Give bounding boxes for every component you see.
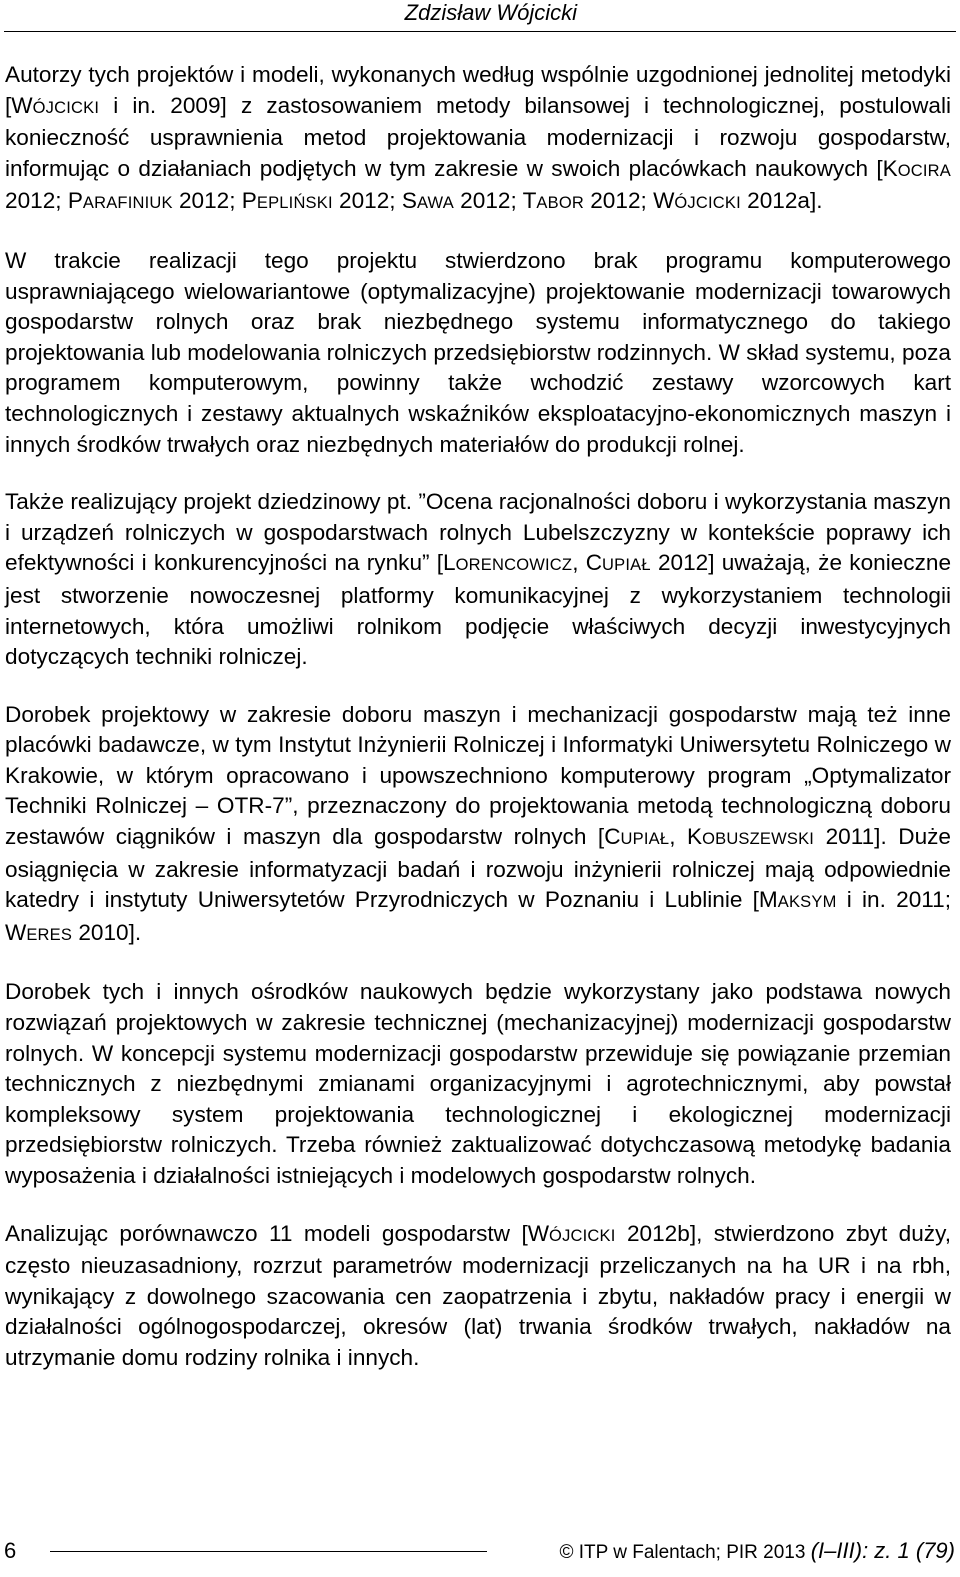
text: 2012a]. [740,188,823,214]
author-name: EPLIŃSKI [256,194,333,213]
author-name: ORENCOWICZ [455,556,573,575]
text: 2012; S [332,188,417,214]
author-name: ÓJCICKI [674,194,741,213]
author-name: AKSYM [777,893,837,912]
text: 2012b], stwierdzono zbyt duży, często nieuzasadniony, rozrzut parametrów modernizacji przeliczanych na ha UR i na rbh, wynikający z dowolnego szacowania cen zaopatrzenia i zbytu, nakładów pracy i energii w działalności ogólnogospodarczej, okresów (lat) trwania środków trwałych, nakładów na utrzymanie domu rodziny rolnika i innych. [5,1220,952,1370]
paragraph-2 [5,246,951,460]
author-name: UPIAŁ [602,556,651,575]
footer-rule [50,1551,487,1552]
text: Dorobek tych i innych ośrodków naukowych będzie wykorzystany jako podstawa nowych rozwiązań projektowych w zakresie technicznej (mechanizacyjnej) modernizacji gospodarstw rolnych. W koncepcji systemu modernizacji gospodarstw przewiduje się powiązanie przemian technicznych z niezbędnymi zmianami organizacyjnymi i agrotechnicznymi, aby powstał kompleksowy system projektowania technologicznej i ekologicznej modernizacji przedsiębiorstw rolniczych. Trzeba również zaktualizować dotychczasową metodykę badania wyposażenia i działalności istniejących i modelowych gospodarstw rolnych. [5,979,951,1188]
author-name: ERES [26,925,73,944]
paragraph-6 [5,1219,951,1374]
text: Autorzy tych projektów i modeli, wykonanych według wspólnie uzgodnionej jednolitej metodyki [W [5,62,951,118]
author-name: ABOR [536,194,584,213]
author-name: ÓJCICKI [549,1226,616,1245]
text: i in. 2011; W [5,887,951,945]
running-header-author: Zdzisław Wójcicki [404,0,577,25]
author-name: AWA [416,194,454,213]
header-rule [4,31,956,32]
author-name: OCIRA [897,161,951,180]
paragraph-1 [5,60,951,219]
paragraph-4 [5,700,951,951]
text: , K [669,824,703,850]
footer-citation [559,1538,955,1566]
text: i in. 2009] z zastosowaniem metody bilansowej i technologicznej, postulowali konieczność usprawnienia metod projektowania modernizacji i rozwoju gospodarstw, informując o działaniach podjętych w tym zakresie w swoich placówkach naukowych [K [5,92,951,181]
author-name: ARAFINIUK [82,194,173,213]
copyright-text: © ITP w Falentach; PIR 2013 [559,1542,811,1563]
paragraph-3 [5,487,951,673]
text: 2012; P [5,188,83,214]
text: 2012; P [172,188,257,214]
page-number: 6 [4,1538,17,1563]
issue-number: (I–III): z. 1 (79) [810,1538,955,1563]
author-name: UPIAŁ [620,830,670,849]
text: 2012] uważają, że konieczne jest stworzenie nowoczesnej platformy komunikacyjnej z wykorzystaniem technologii internetowych, która umożliwi rolnikom podjęcie właściwych decyzji inwestycyjnych dotyczących techniki rolniczej. [5,550,952,670]
text: , C [572,550,603,576]
text: 2012; T [453,188,537,214]
text: W trakcie realizacji tego projektu stwierdzono brak programu komputerowego usprawniającego wielowariantowe (optymalizacyjne) projektowanie modernizacji towarowych gospodarstw rolnych oraz brak niezbędnego systemu informatycznego do takiego projektowania lub modelowania rolniczych przedsiębiorstw rodzinnych. W skład systemu, poza programem komputerowym, powinny także wchodzić zestawy wzorcowych kart technologicznych i zestawy aktualnych wskaźników eksploatacyjno-ekonomicznych maszyn i innych środków trwałych oraz niezbędnych materiałów do produkcji rolnej. [5,247,951,457]
body-text [5,60,951,1401]
text: Także realizujący projekt dziedzinowy pt. ”Ocena racjonalności doboru i wykorzystania maszyn i urządzeń rolniczych w gospodarstwach rolnych Lubelszczyzny w kontekście poprawy ich efektywności i konkurencyjności na rynku” [L [5,489,951,576]
paragraph-5 [5,977,951,1191]
text: Dorobek projektowy w zakresie doboru maszyn i mechanizacji gospodarstw mają też inne placówki badawcze, w tym Instytut Inżynierii Rolniczej i Informatyki Uniwersytetu Rolniczego w Krakowie, w którym opracowano i upowszechniono komputerowy program „Optymalizator Techniki Rolniczej – OTR-7”, przeznaczony do projektowania metodą technologiczną doboru zestawów ciągników i maszyn dla gospodarstw rolnych [C [5,701,951,850]
text: 2012; W [583,188,675,214]
text: Analizując porównawczo 11 modeli gospodarstw [W [5,1220,550,1246]
text: 2010]. [72,919,142,945]
text: 2011]. Duże osiągnięcia w zakresie informatyzacji badań i rozwoju inżynierii rolniczej mają odpowiednie katedry i instytuty Uniwersytetów Przyrodniczych w Poznaniu i Lublinie [M [5,824,951,913]
author-name: OBUSZEWSKI [702,830,815,849]
author-name: ÓJCICKI [32,98,100,117]
